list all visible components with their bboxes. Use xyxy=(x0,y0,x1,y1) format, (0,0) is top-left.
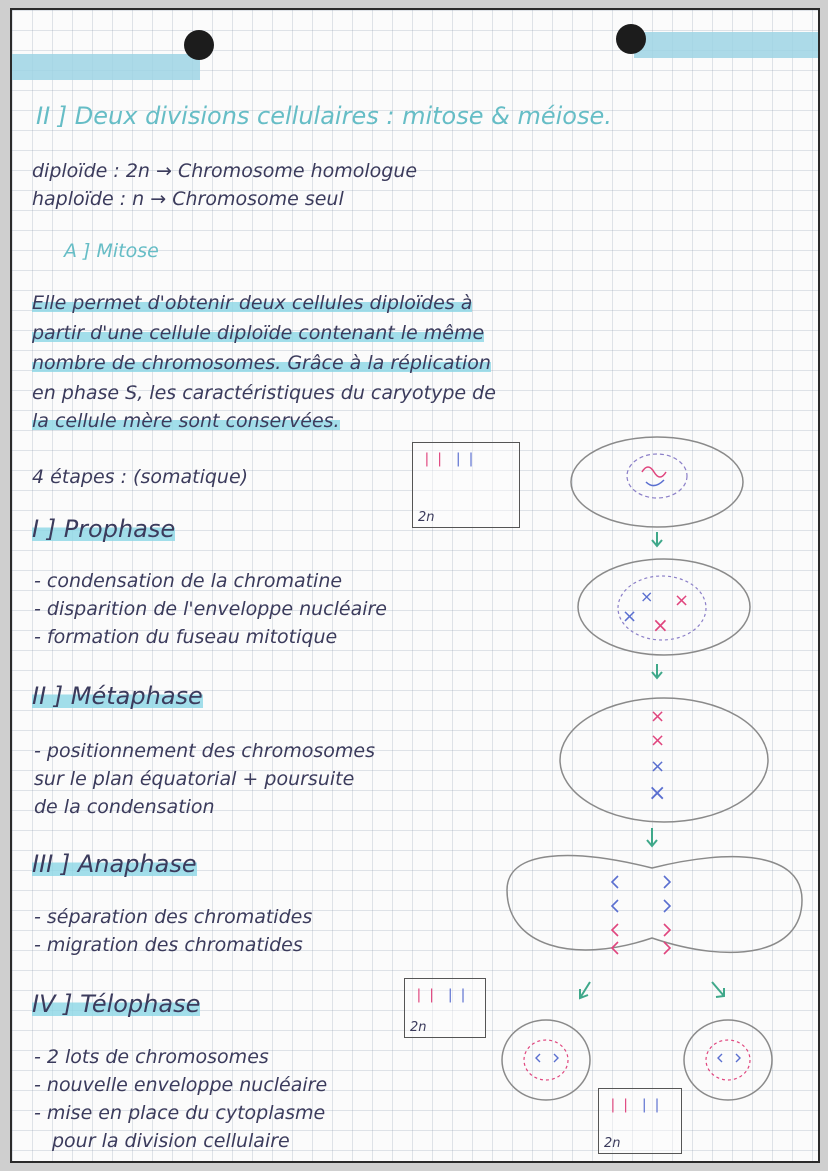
metaphase-item-2: sur le plan équatorial + poursuite xyxy=(34,768,355,790)
definition-diploid: diploïde : 2n → Chromosome homologue xyxy=(32,160,418,182)
cell-prophase xyxy=(578,559,750,655)
chromatin-pink xyxy=(642,467,666,477)
intro-line-3: nombre de chromosomes. Grâce à la réplication xyxy=(32,352,491,374)
chromosome-x: × xyxy=(650,756,666,777)
phase-title-metaphase: II ] Métaphase xyxy=(32,682,203,710)
marks-blue: ❘❘ xyxy=(444,987,470,1003)
telophase-item-4: pour la division cellulaire xyxy=(52,1130,290,1152)
daughter-cell-left xyxy=(502,1020,590,1100)
daughter-chromosomes-right xyxy=(718,1054,740,1062)
daughter-cell-right xyxy=(684,1020,772,1100)
anaphase-item-2: - migration des chromatides xyxy=(34,934,303,956)
cell-anaphase xyxy=(507,856,802,953)
chromosome-x: × xyxy=(648,781,667,806)
telophase-item-1: - 2 lots de chromosomes xyxy=(34,1046,269,1068)
telophase-item-2: - nouvelle enveloppe nucléaire xyxy=(34,1074,328,1096)
metaphase-item-3: de la condensation xyxy=(34,796,215,818)
chromosome-x: × xyxy=(652,613,669,637)
phase-title-prophase: I ] Prophase xyxy=(32,515,176,543)
chromosome-x: × xyxy=(650,730,666,751)
definition-haploid: haploïde : n → Chromosome seul xyxy=(32,188,344,210)
chromosome-x: × xyxy=(640,587,654,606)
marks-pink: ❘❘ xyxy=(421,451,447,467)
telophase-item-3: - mise en place du cytoplasme xyxy=(34,1102,326,1124)
arrow-diag-left xyxy=(580,982,590,998)
prophase-item-3: - formation du fuseau mitotique xyxy=(34,626,338,648)
chromosome-x: × xyxy=(674,590,690,611)
arrow-diag-right xyxy=(712,982,724,997)
intro-line-5: la cellule mère sont conservées. xyxy=(32,410,340,432)
mitosis-diagram xyxy=(12,10,820,1161)
subsection-title: A ] Mitose xyxy=(64,240,159,262)
chromatids-right-pink xyxy=(664,924,670,954)
arrow-down-1 xyxy=(652,532,662,546)
arrow-down-2 xyxy=(652,664,662,678)
phase-title-anaphase: III ] Anaphase xyxy=(32,850,197,878)
intro-line-4: en phase S, les caractéristiques du caryotype de xyxy=(32,382,496,404)
marks-pink: ❘❘ xyxy=(607,1097,633,1113)
box-label: 2n xyxy=(604,1136,621,1151)
section-title: II ] Deux divisions cellulaires : mitose & méiose. xyxy=(36,102,612,130)
chromatin-blue xyxy=(646,480,664,486)
metaphase-item-1: - positionnement des chromosomes xyxy=(34,740,375,762)
prophase-item-2: - disparition de l'enveloppe nucléaire xyxy=(34,598,387,620)
steps-heading: 4 étapes : (somatique) xyxy=(32,466,249,488)
chromosome-x: × xyxy=(650,706,666,727)
intro-line-2: partir d'une cellule diploïde contenant le même xyxy=(32,322,485,344)
prophase-item-1: - condensation de la chromatine xyxy=(34,570,343,592)
marks-pink: ❘❘ xyxy=(413,987,439,1003)
box-label: 2n xyxy=(418,510,435,525)
intro-line-1: Elle permet d'obtenir deux cellules diploïdes à xyxy=(32,292,473,314)
cell-interphase xyxy=(571,437,743,527)
box-label: 2n xyxy=(410,1020,427,1035)
chromatids-left-pink xyxy=(612,924,618,954)
marks-blue: ❘❘ xyxy=(452,451,478,467)
anaphase-item-1: - séparation des chromatides xyxy=(34,906,313,928)
notebook-page xyxy=(10,8,820,1163)
chromosome-x: × xyxy=(622,606,638,627)
marks-blue: ❘❘ xyxy=(638,1097,664,1113)
chromatids-left-blue xyxy=(612,876,618,912)
daughter-nucleus-left xyxy=(524,1040,568,1080)
daughter-chromosomes-left xyxy=(536,1054,558,1062)
arrow-down-3 xyxy=(647,828,657,846)
daughter-nucleus-right xyxy=(706,1040,750,1080)
phase-title-telophase: IV ] Télophase xyxy=(32,990,201,1018)
chromatids-right-blue xyxy=(664,876,670,912)
